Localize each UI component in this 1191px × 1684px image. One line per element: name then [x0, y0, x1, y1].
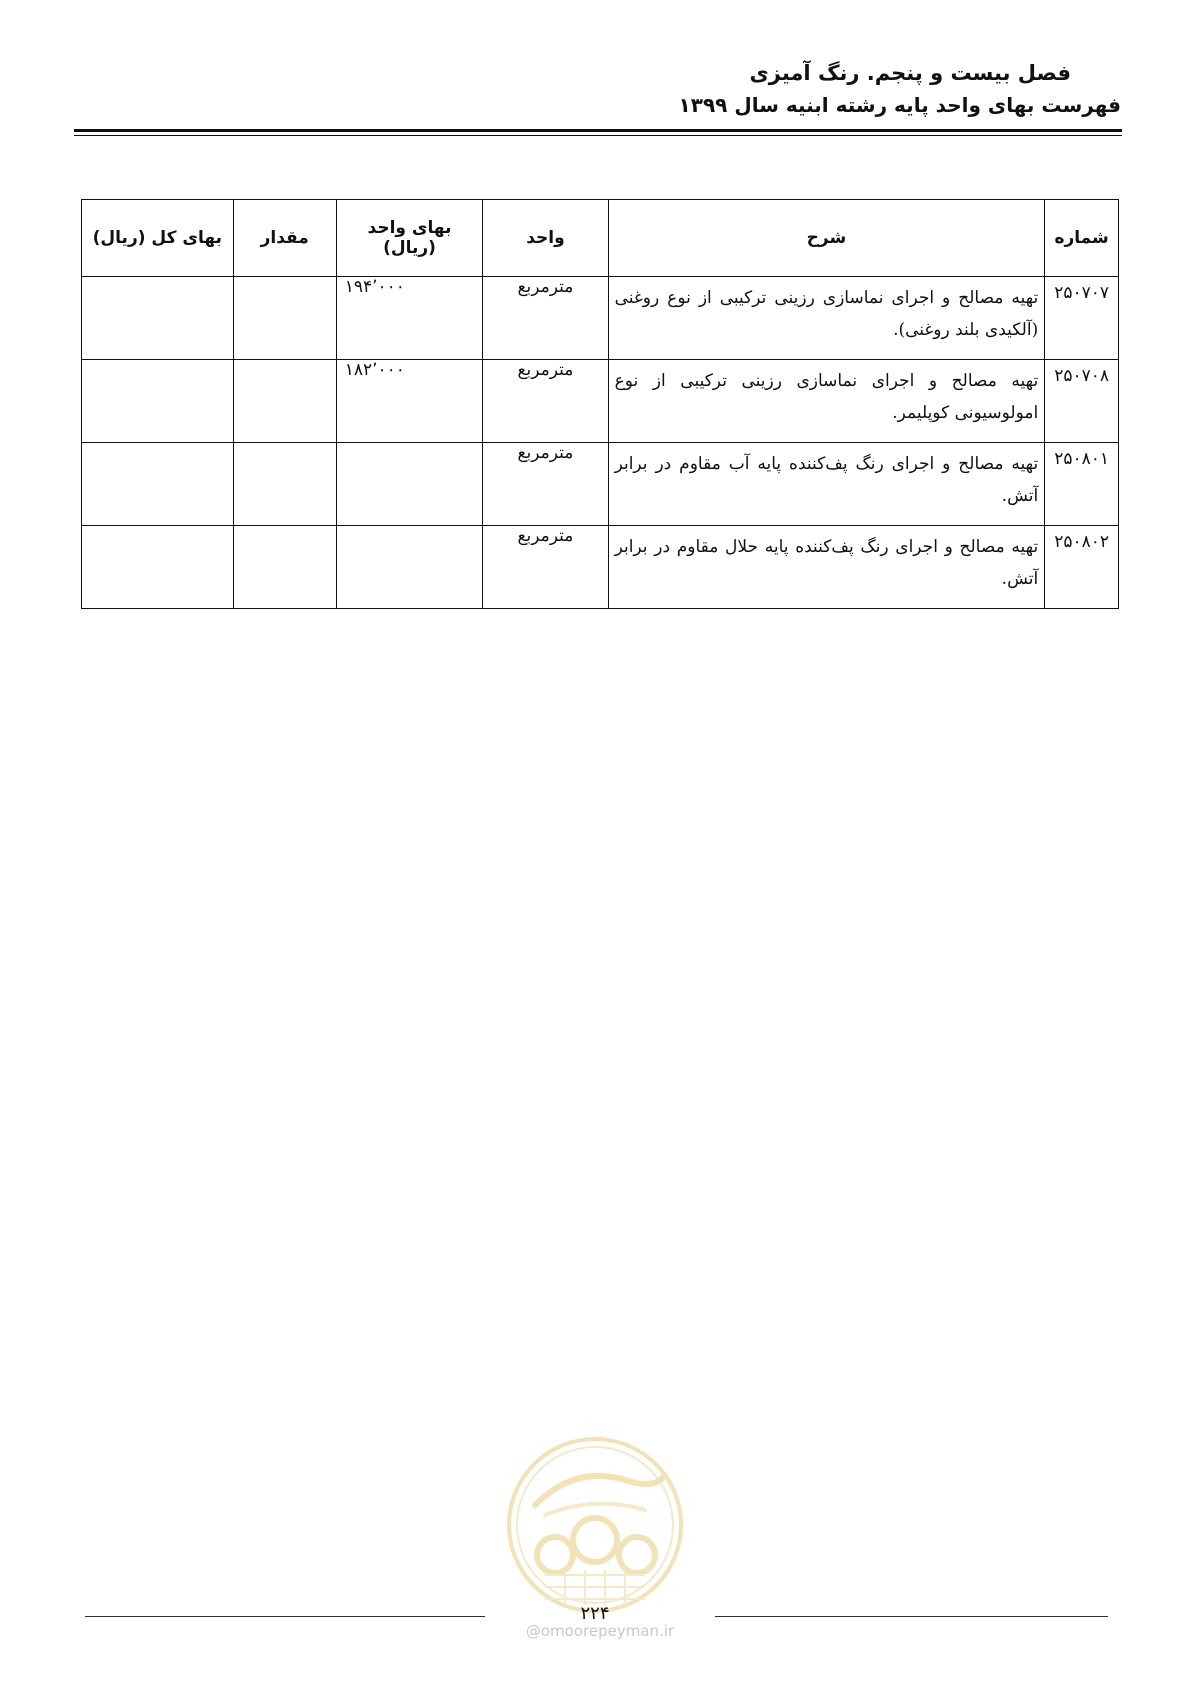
row-quantity [233, 443, 336, 526]
row-description: تهیه مصالح و اجرای نماسازی رزینی ترکیبی از نوع روغنی (آلکیدی بلند روغنی). [608, 277, 1045, 360]
table-row [82, 443, 1119, 526]
unit-price-header-line1: بهای واحد [367, 218, 452, 238]
site-url: @omoorepeyman.ir [525, 1622, 675, 1640]
row-code: ۲۵۰۷۰۷ [1045, 277, 1119, 360]
row-description: تهیه مصالح و اجرای رنگ پف‌کننده پایه حلال مقاوم در برابر آتش. [608, 526, 1045, 609]
table-row [82, 360, 1119, 443]
footer-rule-left [85, 1616, 485, 1617]
header-rule-thin [74, 135, 1122, 136]
column-header-code: شماره [1045, 200, 1119, 277]
header-rule-thick [74, 129, 1122, 132]
row-unit-price: ۱۸۲٬۰۰۰ [336, 360, 483, 443]
page-number: ۲۲۴ [580, 1603, 610, 1624]
row-total [82, 360, 234, 443]
row-code: ۲۵۰۸۰۲ [1045, 526, 1119, 609]
table-row [82, 277, 1119, 360]
price-list-table [81, 199, 1119, 609]
row-description: تهیه مصالح و اجرای نماسازی رزینی ترکیبی از نوع امولوسیونی کوپلیمر. [608, 360, 1045, 443]
column-header-total-price: بهای کل (ریال) [82, 200, 234, 277]
row-unit: مترمربع [483, 443, 608, 526]
table-row [82, 526, 1119, 609]
table-header-row [82, 200, 1119, 277]
watermark-logo-icon [505, 1435, 685, 1615]
row-quantity [233, 277, 336, 360]
row-unit-price: ۱۹۴٬۰۰۰ [336, 277, 483, 360]
row-total [82, 277, 234, 360]
row-unit: مترمربع [483, 277, 608, 360]
column-header-quantity: مقدار [233, 200, 336, 277]
row-unit-price [336, 443, 483, 526]
footer-rule-right [715, 1616, 1108, 1617]
page-header [71, 58, 1121, 120]
row-total [82, 443, 234, 526]
row-unit-price [336, 526, 483, 609]
row-unit: مترمربع [483, 360, 608, 443]
row-description: تهیه مصالح و اجرای رنگ پف‌کننده پایه آب مقاوم در برابر آتش. [608, 443, 1045, 526]
column-header-unit: واحد [483, 200, 608, 277]
unit-price-header-line2: (ریال) [383, 238, 436, 258]
row-quantity [233, 526, 336, 609]
chapter-title: فصل بیست و پنجم. رنگ آمیزی [749, 61, 1071, 85]
row-quantity [233, 360, 336, 443]
row-code: ۲۵۰۸۰۱ [1045, 443, 1119, 526]
row-code: ۲۵۰۷۰۸ [1045, 360, 1119, 443]
row-unit: مترمربع [483, 526, 608, 609]
row-total [82, 526, 234, 609]
column-header-unit-price [336, 200, 483, 277]
column-header-description: شرح [608, 200, 1045, 277]
price-list-title: فهرست بهای واحد پایه رشته ابنیه سال ۱۳۹۹ [678, 93, 1121, 117]
